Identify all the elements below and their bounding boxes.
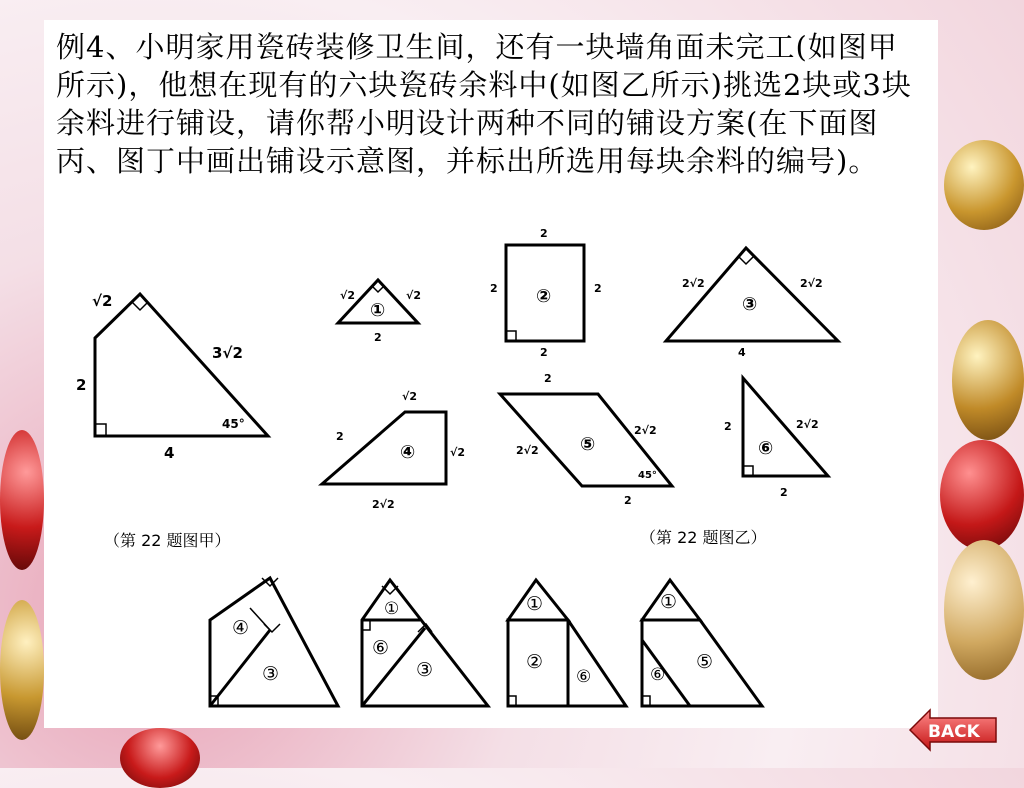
piece2-right: 2 <box>594 282 602 295</box>
solution3-label-1: ① <box>526 593 544 615</box>
piece5-angle: 45° <box>638 470 657 481</box>
piece2-top: 2 <box>540 227 548 240</box>
solution2-label-2: ⑥ <box>372 637 390 659</box>
solution4-label-2: ⑥ <box>650 665 666 685</box>
solution1-label-1: ④ <box>232 617 250 639</box>
solution4-label-3: ⑤ <box>696 651 714 673</box>
piece5-left: 2√2 <box>516 444 539 457</box>
piece4-top: √2 <box>402 390 417 403</box>
piece6-bottom: 2 <box>780 486 788 499</box>
piece5-id: ⑤ <box>580 434 596 455</box>
piece1-base: 2 <box>374 331 382 344</box>
piece3-right: 2√2 <box>800 277 823 290</box>
figure-jia-wall-corner <box>95 294 268 436</box>
piece3-id: ③ <box>742 294 758 315</box>
back-label: BACK <box>928 722 980 742</box>
piece2-id: ② <box>536 286 552 307</box>
jia-label-angle: 45° <box>222 417 245 431</box>
piece1-right: √2 <box>406 289 421 302</box>
caption-figure-jia: （第 22 题图甲） <box>104 531 231 550</box>
piece1-left: √2 <box>340 289 355 302</box>
piece4-right: √2 <box>450 446 465 459</box>
piece4-left: 2 <box>336 430 344 443</box>
problem-text: 例4、小明家用瓷砖装修卫生间，还有一块墙角面未完工(如图甲所示)，他想在现有的六块瓷砖余料中(如图乙所示)挑选2块或3块余料进行铺设，请你帮小明设计两种不同的铺设方案(在下面图丙、图丁中画出铺设示意图，并标出所选用每块余料的编号)。 <box>56 30 912 178</box>
solution2-label-3: ③ <box>416 659 434 681</box>
piece6-left: 2 <box>724 420 732 433</box>
piece1-id: ① <box>370 300 386 321</box>
piece2-bottom: 2 <box>540 346 548 359</box>
piece2-left: 2 <box>490 282 498 295</box>
back-button[interactable] <box>908 706 1000 754</box>
caption-figure-yi: （第 22 题图乙） <box>640 528 767 547</box>
piece3-left: 2√2 <box>682 277 705 290</box>
piece5-right: 2√2 <box>634 424 657 437</box>
solution4-label-1: ① <box>660 591 678 613</box>
piece6-id: ⑥ <box>758 438 774 459</box>
solution3-label-3: ⑥ <box>576 667 592 687</box>
solution2-label-1: ① <box>384 599 400 619</box>
piece4-id: ④ <box>400 442 416 463</box>
piece-4-trapezoid <box>322 412 446 484</box>
piece5-bottom: 2 <box>624 494 632 507</box>
jia-label-root2: √2 <box>92 292 113 310</box>
solution1-label-2: ③ <box>262 663 280 685</box>
piece3-base: 4 <box>738 346 746 359</box>
solution-1 <box>210 578 338 706</box>
jia-label-3root2: 3√2 <box>212 344 243 362</box>
piece5-top: 2 <box>544 372 552 385</box>
piece4-bottom: 2√2 <box>372 498 395 511</box>
solution3-label-2: ② <box>526 651 544 673</box>
jia-label-2: 2 <box>76 376 87 394</box>
jia-label-4: 4 <box>164 444 175 462</box>
piece6-hyp: 2√2 <box>796 418 819 431</box>
